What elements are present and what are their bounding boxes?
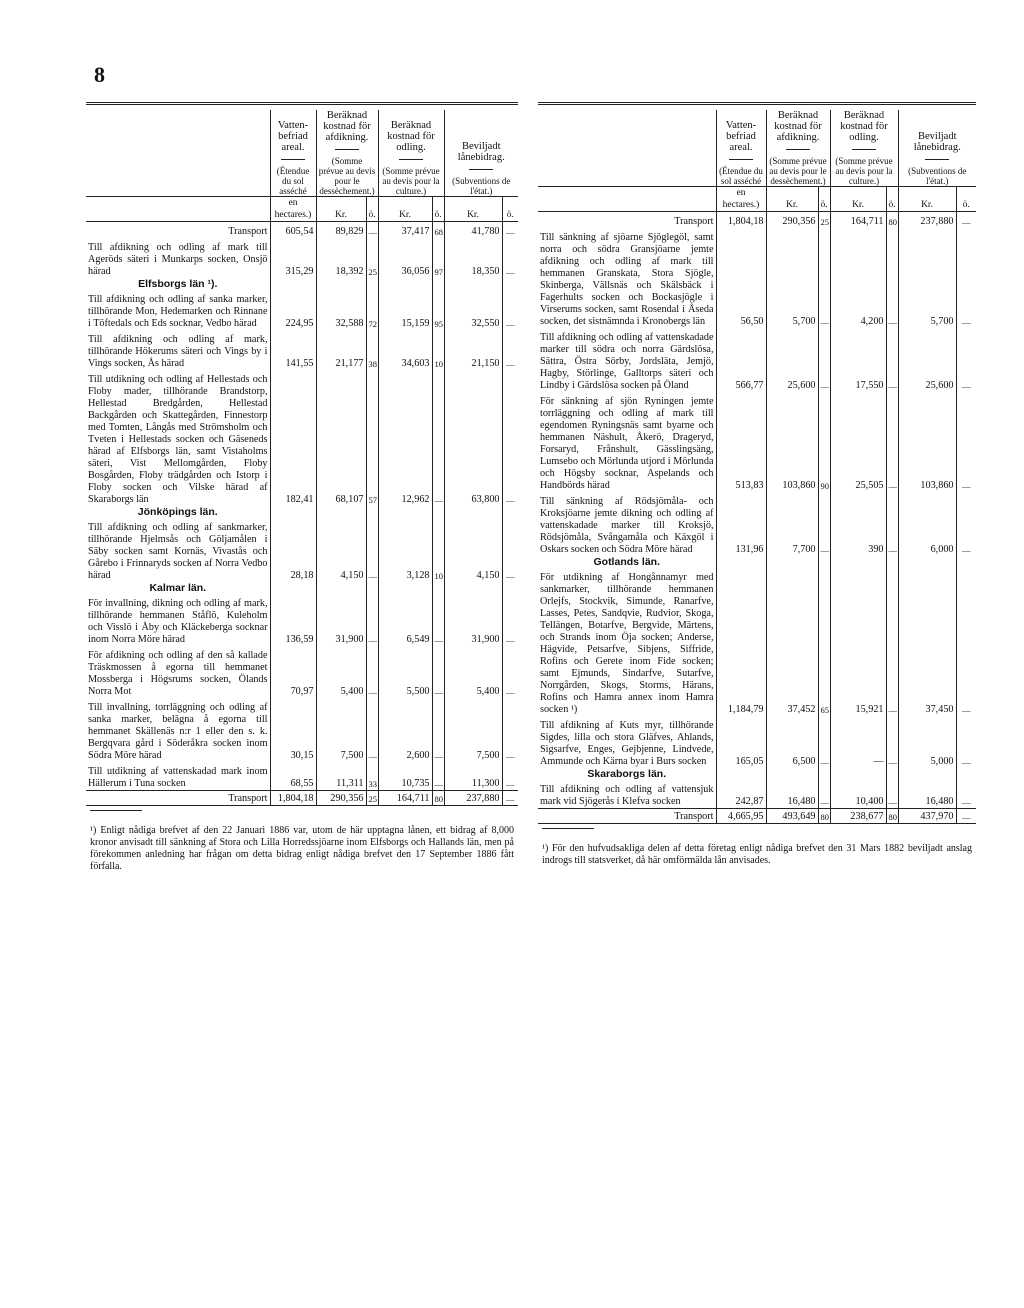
right-ledger-table (538, 102, 976, 824)
grant-ore: — (956, 211, 976, 228)
drain-cost-ore: — (818, 328, 830, 392)
drain-cost-ore: — (818, 780, 830, 809)
ledger-row (86, 238, 518, 278)
unit-kronor: Kr. (830, 186, 886, 211)
cult-cost-header-french: (Somme prévue au devis pour la culture.) (835, 155, 893, 186)
drain-cost-kronor: 7,700 (766, 492, 818, 556)
cult-cost-ore: 10 (432, 518, 444, 582)
drain-cost-kronor: 32,588 (316, 290, 366, 330)
cult-cost-kronor: 34,603 (378, 330, 432, 370)
unit-ore: ö. (818, 186, 830, 211)
empty-cell (366, 582, 378, 594)
row-description: För sänkning af sjön Ryningen jemte torrläggning och odling af mark till egendomen Ryningsnäs samt byarne och hemmanen Näshult, Åkerö, Drageryd, Forsaryd, Frånshult, Gässlingsäng, Lumsebo och Mörlunda utjord i Mörlunda och Högsby socknar, Aspelands och Handbörds härad (538, 392, 716, 492)
section-heading-row (86, 278, 518, 290)
cult-cost-ore: — (432, 370, 444, 506)
section-heading: Skaraborgs län. (538, 768, 716, 780)
empty-cell (366, 278, 378, 290)
row-description: För afdikning och odling af den så kallade Träskmossen å egorna till hemmanet Mossberga i Högsrums socken, Ölands Norra Mot (86, 646, 270, 698)
cult-cost-ore: 80 (432, 790, 444, 805)
grant-kronor: 63,800 (444, 370, 502, 506)
ledger-row (86, 290, 518, 330)
drain-cost-kronor: 68,107 (316, 370, 366, 506)
drain-cost-kronor: 89,829 (316, 221, 366, 238)
cult-cost-header-swedish: Beräknad kostnad för odling. (387, 119, 435, 153)
cult-cost-ore: — (432, 646, 444, 698)
ledger-row (86, 330, 518, 370)
cult-cost-ore: 97 (432, 238, 444, 278)
grant-kronor: 6,000 (898, 492, 956, 556)
drain-cost-kronor: 6,500 (766, 716, 818, 768)
cult-cost-kronor: 238,677 (830, 808, 886, 823)
empty-cell (444, 506, 502, 518)
grant-ore: — (502, 290, 518, 330)
grant-ore: — (502, 646, 518, 698)
drain-cost-kronor: 16,480 (766, 780, 818, 809)
drain-cost-ore: — (818, 492, 830, 556)
area-value: 1,804,18 (716, 211, 766, 228)
cult-cost-header-divider (852, 149, 876, 150)
grant-kronor: 37,450 (898, 568, 956, 716)
ledger-row (86, 594, 518, 646)
empty-cell (316, 582, 366, 594)
grant-header-swedish: Beviljadt lånebidrag. (457, 140, 505, 163)
section-heading-row (86, 582, 518, 594)
drain-cost-ore: — (366, 594, 378, 646)
area-value: 4,665,95 (716, 808, 766, 823)
empty-cell (432, 582, 444, 594)
cult-cost-kronor: 15,921 (830, 568, 886, 716)
row-description: Till utdikning af vattenskadad mark inom Hällerum i Tuna socken (86, 762, 270, 791)
empty-cell (830, 768, 886, 780)
cult-cost-ore: 80 (886, 808, 898, 823)
grant-header (898, 110, 976, 187)
unit-ore: ö. (502, 196, 518, 221)
grant-kronor: 7,500 (444, 698, 502, 762)
drain-cost-ore: 57 (366, 370, 378, 506)
drain-cost-kronor: 18,392 (316, 238, 366, 278)
cult-cost-ore: 95 (432, 290, 444, 330)
grant-header-french: (Subventions de l'état.) (908, 165, 967, 186)
area-value: 182,41 (270, 370, 316, 506)
units-row (538, 186, 976, 211)
empty-cell (502, 506, 518, 518)
cult-cost-header (378, 110, 444, 197)
cult-cost-ore: 80 (886, 211, 898, 228)
area-header-french: (Étendue du sol asséché (276, 165, 310, 196)
row-description: Till afdikning och odling af mark, tillhörande Hökerums säteri och Vings by i Vings socken, Ås härad (86, 330, 270, 370)
drain-cost-header-french: (Somme prévue au devis pour le dessèchement.) (318, 155, 376, 196)
drain-cost-kronor: 25,600 (766, 328, 818, 392)
grant-ore: — (956, 808, 976, 823)
left-column (86, 102, 518, 873)
cult-cost-kronor: 164,711 (830, 211, 886, 228)
drain-cost-ore: — (366, 646, 378, 698)
grant-kronor: 5,000 (898, 716, 956, 768)
drain-cost-kronor: 290,356 (316, 790, 366, 805)
cult-cost-kronor: 5,500 (378, 646, 432, 698)
empty-cell (378, 278, 432, 290)
drain-cost-kronor: 103,860 (766, 392, 818, 492)
cult-cost-kronor: 3,128 (378, 518, 432, 582)
ledger-row (538, 228, 976, 328)
drain-cost-header-swedish: Beräknad kostnad för afdikning. (323, 109, 371, 143)
drain-cost-ore: — (366, 698, 378, 762)
grant-header-french: (Subventions de l'état.) (452, 175, 511, 196)
drain-cost-ore: 90 (818, 392, 830, 492)
drain-cost-kronor: 7,500 (316, 698, 366, 762)
row-description: Till afdikning och odling af vattenskadade marker till södra och norra Gärdslösa, Sättra, Östra Sörby, Jordsläta, Jemjö, Hagby, Störlinge, Galltorps säteri och Lindby i Gärdslösa socken på Öland (538, 328, 716, 392)
area-header (270, 110, 316, 197)
cult-cost-header-swedish: Beräknad kostnad för odling. (840, 109, 888, 143)
cult-cost-ore: — (432, 762, 444, 791)
drain-cost-kronor: 21,177 (316, 330, 366, 370)
transport-row (538, 211, 976, 228)
unit-ore: ö. (366, 196, 378, 221)
footnote-rule (542, 828, 594, 829)
row-description: För utdikning af Hongånnamyr med sankmarker, tillhörande hemmanen Orlejfs, Stockvik, Simunde, Ranarfve, Lasses, Petes, Sandqvie, Rudvior, Skoga, Tellängen, Botarfve, Bergvide, Märtens, och Strands inom Öja socken; Anderse, Hägvide, Petsarfve, Sibjens, Siffride, Rofins och Gerete inom Fide socken; samt Ejmunds, Sindarfve, Sutarfve, Norrgården, Skogs, Storms, Härans, Rofins och Hamra annex inom Hamra socken ¹) (538, 568, 716, 716)
header-blank (86, 110, 270, 197)
empty-cell (766, 768, 818, 780)
unit-kronor: Kr. (444, 196, 502, 221)
empty-cell (316, 506, 366, 518)
transport-total-row (538, 808, 976, 823)
area-value: 1,804,18 (270, 790, 316, 805)
cult-cost-kronor: 36,056 (378, 238, 432, 278)
drain-cost-ore: — (818, 716, 830, 768)
drain-cost-kronor: 5,400 (316, 646, 366, 698)
empty-cell (270, 278, 316, 290)
right-ledger-body (538, 104, 976, 824)
units-row (86, 196, 518, 221)
empty-cell (818, 556, 830, 568)
cult-cost-kronor: 390 (830, 492, 886, 556)
header-row (86, 110, 518, 197)
grant-kronor: 32,550 (444, 290, 502, 330)
cult-cost-kronor: 37,417 (378, 221, 432, 238)
empty-cell (502, 582, 518, 594)
page-number: 8 (94, 62, 105, 87)
area-value: 30,15 (270, 698, 316, 762)
left-ledger-body (86, 104, 518, 806)
empty-cell (432, 506, 444, 518)
area-value: 131,96 (716, 492, 766, 556)
cult-cost-header-divider (399, 159, 423, 160)
cult-cost-ore: 68 (432, 221, 444, 238)
grant-kronor: 5,400 (444, 646, 502, 698)
drain-cost-ore: 38 (366, 330, 378, 370)
grant-kronor: 4,150 (444, 518, 502, 582)
drain-cost-header-divider (335, 149, 359, 150)
drain-cost-ore: 25 (818, 211, 830, 228)
grant-kronor: 237,880 (444, 790, 502, 805)
area-value: 68,55 (270, 762, 316, 791)
cult-cost-kronor: 25,505 (830, 392, 886, 492)
ledger-row (538, 328, 976, 392)
drain-cost-ore: 33 (366, 762, 378, 791)
drain-cost-header-swedish: Beräknad kostnad för afdikning. (774, 109, 822, 143)
area-value: 242,87 (716, 780, 766, 809)
grant-kronor: 18,350 (444, 238, 502, 278)
unit-kronor: Kr. (766, 186, 818, 211)
drain-cost-header-french: (Somme prévue au devis pour le dessèchement.) (769, 155, 827, 186)
grant-ore: — (502, 762, 518, 791)
unit-kronor: Kr. (898, 186, 956, 211)
grant-kronor: 16,480 (898, 780, 956, 809)
cult-cost-header-french: (Somme prévue au devis pour la culture.) (382, 165, 440, 196)
cult-cost-ore: — (432, 594, 444, 646)
cult-cost-kronor: 4,200 (830, 228, 886, 328)
empty-cell (378, 506, 432, 518)
cult-cost-ore: — (886, 716, 898, 768)
empty-cell (432, 278, 444, 290)
section-heading: Elfsborgs län ¹). (86, 278, 270, 290)
cult-cost-ore: 10 (432, 330, 444, 370)
unit-kronor: Kr. (316, 196, 366, 221)
grant-ore: — (956, 228, 976, 328)
cult-cost-ore: — (886, 492, 898, 556)
right-footnote: ¹) För den hufvudsakliga delen af detta företag enligt nådiga brefvet den 31 Mars 1882 beviljadt anslag indrogs till statsverket, då här omförmälda lån anvisades. (542, 842, 972, 866)
ledger-row (538, 492, 976, 556)
ledger-row (538, 780, 976, 809)
units-blank (86, 196, 270, 221)
area-header-divider (729, 159, 753, 160)
unit-hectares: en hectares.) (270, 196, 316, 221)
footnote-rule (90, 810, 142, 811)
drain-cost-header-divider (786, 149, 810, 150)
unit-ore: ö. (956, 186, 976, 211)
empty-cell (818, 768, 830, 780)
drain-cost-ore: — (366, 221, 378, 238)
cult-cost-ore: — (886, 392, 898, 492)
ledger-row (538, 568, 976, 716)
row-description: Till utdikning och odling af Hellestads och Floby mader, tillhörande Brandstorp, Hellestad Bredgården, Hellestad Backgården och Skattegården, Finnestorp med Tomten, Långås med Strömsholm och Tveten i Hellestads socken och Gäseneds härad af Elfsborgs län, samt Vistaholms säteri, Vist Mellomgården, Floby Bosgården, Floby trädgården och Istorp i Floby socken och Vilske härad af Skaraborgs län (86, 370, 270, 506)
cult-cost-kronor: 6,549 (378, 594, 432, 646)
area-value: 513,83 (716, 392, 766, 492)
drain-cost-kronor: 37,452 (766, 568, 818, 716)
empty-cell (898, 556, 956, 568)
grant-kronor: 437,970 (898, 808, 956, 823)
left-ledger-table (86, 102, 518, 806)
grant-ore: — (956, 492, 976, 556)
area-value: 70,97 (270, 646, 316, 698)
drain-cost-header (316, 110, 378, 197)
transport-label: Transport (538, 808, 716, 823)
empty-cell (886, 556, 898, 568)
grant-header-divider (469, 169, 493, 170)
empty-cell (766, 556, 818, 568)
grant-kronor: 11,300 (444, 762, 502, 791)
row-description: Till sänkning af Rödsjömåla- och Kroksjöarne jemte dikning och odling af vattenskadade marker till Kroksjö, Rödsjömåla, Svångamåla och Käxgöl i Oskars socken och Södra Möre härad (538, 492, 716, 556)
drain-cost-ore: — (818, 228, 830, 328)
grant-header-divider (925, 159, 949, 160)
row-description: För invallning, dikning och odling af mark, tillhörande hemmanen Ståflö, Kuleholm och Visslö i Åby och Kläckeberga socknar inom Norra Möre härad (86, 594, 270, 646)
section-heading: Gotlands län. (538, 556, 716, 568)
cult-cost-kronor: 2,600 (378, 698, 432, 762)
area-header-french: (Étendue du sol asséché (719, 165, 763, 186)
grant-header (444, 110, 518, 197)
row-description: Till invallning, torrläggning och odling af sanka marker, belägna å egorna till hemmanet Skällenäs n:r 1 eller den s. k. Bergqvara gård i Söderåkra socken inom Södra Möre härad (86, 698, 270, 762)
row-description: Till afdikning och odling af mark till Ageröds säteri i Munkarps socken, Onsjö härad (86, 238, 270, 278)
drain-cost-kronor: 11,311 (316, 762, 366, 791)
row-description: Till afdikning och odling af sankmarker, tillhörande Hjelmsås och Göljamålen i Säby socken samt Kornäs, Vivastås och Gårebo i Frinnaryds socken af Norra Vedbo härad (86, 518, 270, 582)
grant-ore: — (502, 594, 518, 646)
header-row (538, 110, 976, 187)
cult-cost-kronor: 17,550 (830, 328, 886, 392)
cult-cost-ore: — (886, 568, 898, 716)
ledger-row (538, 392, 976, 492)
drain-cost-kronor: 5,700 (766, 228, 818, 328)
drain-cost-ore: 25 (366, 238, 378, 278)
empty-cell (716, 768, 766, 780)
grant-header-swedish: Beviljadt lånebidrag. (913, 130, 961, 153)
drain-cost-ore: 72 (366, 290, 378, 330)
area-value: 315,29 (270, 238, 316, 278)
cult-cost-kronor: 164,711 (378, 790, 432, 805)
ledger-row (86, 646, 518, 698)
section-heading-row (86, 506, 518, 518)
area-header-swedish: Vatten-befriad areal. (277, 119, 309, 153)
empty-cell (270, 582, 316, 594)
ledger-row (86, 698, 518, 762)
grant-ore: — (502, 238, 518, 278)
grant-kronor: 237,880 (898, 211, 956, 228)
empty-cell (956, 556, 976, 568)
transport-row (86, 221, 518, 238)
cult-cost-ore: — (432, 698, 444, 762)
area-value: 605,54 (270, 221, 316, 238)
drain-cost-ore: 80 (818, 808, 830, 823)
grant-kronor: 31,900 (444, 594, 502, 646)
empty-cell (444, 582, 502, 594)
cult-cost-ore: — (886, 228, 898, 328)
empty-cell (716, 556, 766, 568)
cult-cost-kronor: 12,962 (378, 370, 432, 506)
drain-cost-kronor: 4,150 (316, 518, 366, 582)
cult-cost-kronor: — (830, 716, 886, 768)
section-heading-row (538, 768, 976, 780)
grant-ore: — (502, 221, 518, 238)
area-value: 141,55 (270, 330, 316, 370)
drain-cost-kronor: 31,900 (316, 594, 366, 646)
area-header-swedish: Vatten-befriad areal. (725, 119, 757, 153)
ledger-row (538, 716, 976, 768)
ledger-row (86, 762, 518, 791)
unit-ore: ö. (432, 196, 444, 221)
grant-kronor: 41,780 (444, 221, 502, 238)
empty-cell (956, 768, 976, 780)
area-value: 1,184,79 (716, 568, 766, 716)
empty-cell (366, 506, 378, 518)
empty-cell (378, 582, 432, 594)
empty-cell (502, 278, 518, 290)
grant-ore: — (956, 568, 976, 716)
row-description: Till afdikning af Kuts myr, tillhörande Sigdes, lilla och stora Gläfves, Ahlands, Sigsarfve, Enges, Gejbjenne, Lindvede, Ammunde och Kärna byar i Burs socken (538, 716, 716, 768)
header-blank (538, 110, 716, 187)
area-value: 165,05 (716, 716, 766, 768)
empty-cell (830, 556, 886, 568)
cult-cost-kronor: 10,400 (830, 780, 886, 809)
row-description: Till afdikning och odling af vattensjuk mark vid Sjögerås i Klefva socken (538, 780, 716, 809)
cult-cost-header (830, 110, 898, 187)
grant-ore: — (502, 370, 518, 506)
drain-cost-ore: — (366, 518, 378, 582)
row-description: Till sänkning af sjöarne Sjöglegöl, samt norra och södra Gransjöarne jemte afdikning och odling af mark till hemmanen Granskata, Stora Sjögle, Skinberga, Vällsnäs och Skälsbäck i Fagerhults socken och Bockasjögle i Virserums socken, samt Rosendal i Åseda socken, det sistnämnda i Kronobergs län (538, 228, 716, 328)
section-heading: Kalmar län. (86, 582, 270, 594)
grant-ore: — (956, 328, 976, 392)
drain-cost-kronor: 290,356 (766, 211, 818, 228)
empty-cell (898, 768, 956, 780)
drain-cost-kronor: 493,649 (766, 808, 818, 823)
ledger-row (86, 518, 518, 582)
drain-cost-ore: 65 (818, 568, 830, 716)
grant-ore: — (956, 392, 976, 492)
grant-kronor: 5,700 (898, 228, 956, 328)
cult-cost-ore: — (886, 328, 898, 392)
unit-ore: ö. (886, 186, 898, 211)
drain-cost-header (766, 110, 830, 187)
empty-cell (316, 278, 366, 290)
grant-kronor: 21,150 (444, 330, 502, 370)
ledger-row (86, 370, 518, 506)
section-heading-row (538, 556, 976, 568)
empty-cell (270, 506, 316, 518)
section-heading: Jönköpings län. (86, 506, 270, 518)
grant-ore: — (956, 716, 976, 768)
transport-label: Transport (538, 211, 716, 228)
empty-cell (886, 768, 898, 780)
grant-kronor: 103,860 (898, 392, 956, 492)
grant-ore: — (502, 330, 518, 370)
row-description: Till afdikning och odling af sanka marker, tillhörande Mon, Hedemarken och Rinnane i Töftedals och Eds socknar, Vedbo härad (86, 290, 270, 330)
grant-ore: — (502, 698, 518, 762)
area-value: 28,18 (270, 518, 316, 582)
transport-label: Transport (86, 221, 270, 238)
cult-cost-kronor: 15,159 (378, 290, 432, 330)
unit-kronor: Kr. (378, 196, 432, 221)
grant-ore: — (956, 780, 976, 809)
area-header-divider (281, 159, 305, 160)
area-value: 224,95 (270, 290, 316, 330)
transport-label: Transport (86, 790, 270, 805)
units-blank (538, 186, 716, 211)
area-value: 56,50 (716, 228, 766, 328)
drain-cost-ore: 25 (366, 790, 378, 805)
cult-cost-ore: — (886, 780, 898, 809)
grant-kronor: 25,600 (898, 328, 956, 392)
right-column (538, 102, 976, 867)
area-value: 136,59 (270, 594, 316, 646)
unit-hectares: en hectares.) (716, 186, 766, 211)
cult-cost-kronor: 10,735 (378, 762, 432, 791)
grant-ore: — (502, 518, 518, 582)
transport-total-row (86, 790, 518, 805)
grant-ore: — (502, 790, 518, 805)
empty-cell (444, 278, 502, 290)
left-footnote: ¹) Enligt nådiga brefvet af den 22 Januari 1886 var, utom de här upptagna lånen, ett bidrag af 8,000 kronor anvisadt till sänkning af Stora och Lilla Horredssjöarne inom Elfsborgs och Hallands län, men på förekommen anledning har frågan om detta bidrag enligt nådiga brefvet den 17 September 1886 fått förfalla. (90, 824, 514, 872)
area-header (716, 110, 766, 187)
area-value: 566,77 (716, 328, 766, 392)
